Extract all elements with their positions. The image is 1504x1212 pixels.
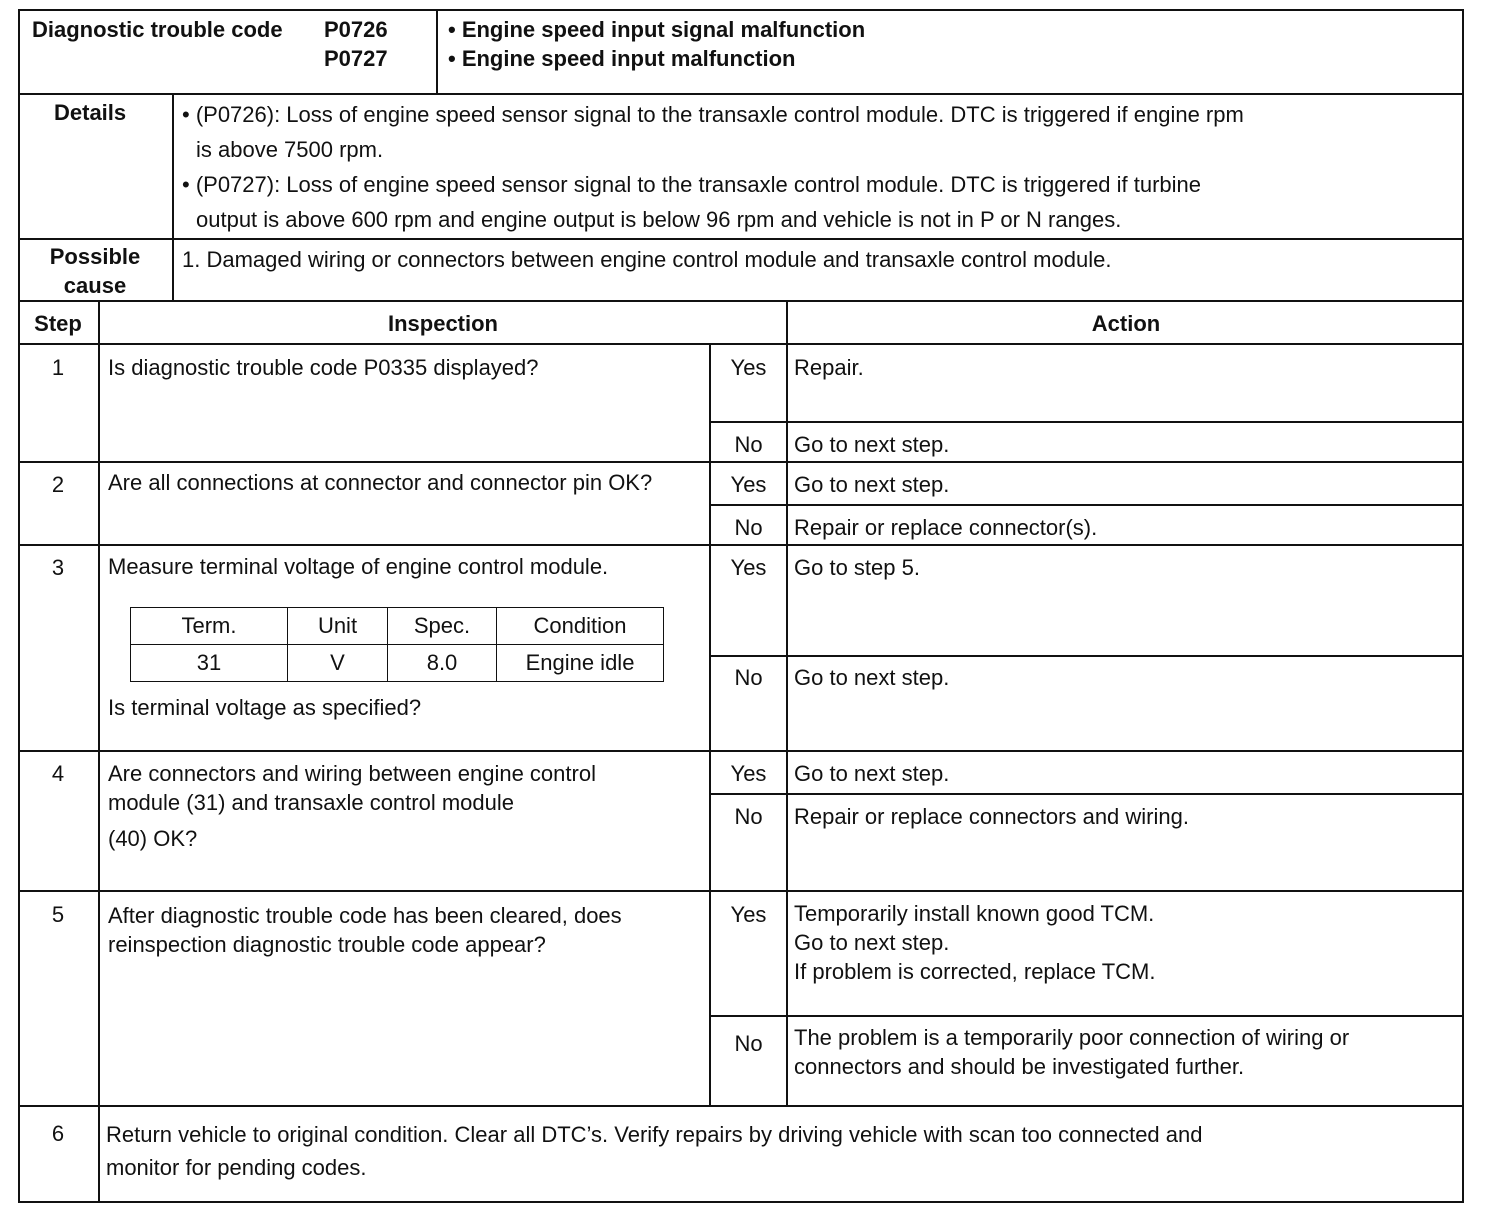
step-4-inspection-line-1: Are connectors and wiring between engine control	[108, 761, 596, 786]
step-2-no-action: Repair or replace connector(s).	[794, 515, 1098, 540]
step-5-no-action-line-1: The problem is a temporarily poor connection of wiring or	[794, 1025, 1350, 1050]
dtc-code-2: P0727	[324, 46, 388, 71]
divider	[709, 793, 1464, 795]
details-line-3: • (P0727): Loss of engine speed sensor signal to the transaxle control module. DTC is triggered if turbine	[182, 172, 1202, 197]
step-1-yes: Yes	[730, 355, 767, 380]
step-6-text-line-2: monitor for pending codes.	[106, 1155, 367, 1180]
column-header-action: Action	[1091, 311, 1161, 336]
details-line-2: is above 7500 rpm.	[196, 137, 384, 162]
divider	[18, 461, 1464, 463]
step-4-inspection-line-2: module (31) and transaxle control module	[108, 790, 515, 815]
dtc-description-1: • Engine speed input signal malfunction	[448, 17, 866, 42]
step-2-yes-action: Go to next step.	[794, 472, 950, 497]
spec-header-term: Term.	[131, 608, 288, 645]
divider	[709, 1015, 1464, 1017]
spec-cell-condition: Engine idle	[497, 645, 664, 682]
step-3-yes-action: Go to step 5.	[794, 555, 920, 580]
divider	[709, 421, 1464, 423]
step-number-5: 5	[51, 902, 65, 927]
step-number-3: 3	[51, 555, 65, 580]
dtc-label: Diagnostic trouble code	[32, 17, 283, 42]
step-5-yes: Yes	[730, 902, 767, 927]
details-line-1: • (P0726): Loss of engine speed sensor signal to the transaxle control module. DTC is triggered if engine rpm	[182, 102, 1244, 127]
step-number-4: 4	[51, 761, 65, 786]
column-header-step: Step	[34, 311, 82, 336]
step-1-no: No	[734, 432, 763, 457]
step-3-question: Is terminal voltage as specified?	[108, 695, 422, 720]
border-left	[18, 9, 20, 1203]
divider	[172, 95, 174, 301]
step-4-no: No	[734, 804, 763, 829]
step-1-yes-action: Repair.	[794, 355, 864, 380]
spec-header-condition: Condition	[497, 608, 664, 645]
divider	[709, 655, 1464, 657]
step-2-inspection: Are all connections at connector and connector pin OK?	[108, 470, 653, 495]
spec-cell-term: 31	[131, 645, 288, 682]
step-1-no-action: Go to next step.	[794, 432, 950, 457]
border-top	[18, 9, 1464, 11]
step-5-yes-action-line-1: Temporarily install known good TCM.	[794, 901, 1155, 926]
step-3-no: No	[734, 665, 763, 690]
step-5-yes-action-line-2: Go to next step.	[794, 930, 950, 955]
spec-header-unit: Unit	[288, 608, 388, 645]
step-5-inspection-line-2: reinspection diagnostic trouble code appear?	[108, 932, 546, 957]
step-6-text-line-1: Return vehicle to original condition. Clear all DTC’s. Verify repairs by driving vehicle with scan too connected and	[106, 1122, 1203, 1147]
divider	[18, 300, 1464, 302]
column-header-inspection: Inspection	[387, 311, 498, 336]
step-5-yes-action-line-3: If problem is corrected, replace TCM.	[794, 959, 1156, 984]
dtc-code-1: P0726	[324, 17, 388, 42]
dtc-description-2: • Engine speed input malfunction	[448, 46, 796, 71]
step-4-inspection-line-3: (40) OK?	[108, 826, 198, 851]
spec-header-spec: Spec.	[388, 608, 497, 645]
divider	[18, 93, 1464, 95]
divider	[709, 504, 1464, 506]
step-3-no-action: Go to next step.	[794, 665, 950, 690]
divider	[18, 544, 1464, 546]
spec-table	[130, 607, 664, 682]
border-bottom	[18, 1201, 1464, 1203]
spec-cell-spec: 8.0	[388, 645, 497, 682]
step-3-inspection: Measure terminal voltage of engine control module.	[108, 554, 609, 579]
divider	[98, 301, 100, 1203]
divider	[18, 343, 1464, 345]
possible-cause-label-1: Possible	[49, 244, 141, 269]
step-5-no-action-line-2: connectors and should be investigated further.	[794, 1054, 1245, 1079]
step-5-inspection-line-1: After diagnostic trouble code has been cleared, does	[108, 903, 622, 928]
divider	[18, 890, 1464, 892]
divider	[18, 750, 1464, 752]
step-2-yes: Yes	[730, 472, 767, 497]
step-1-inspection: Is diagnostic trouble code P0335 displayed?	[108, 355, 539, 380]
divider	[436, 9, 438, 95]
step-4-no-action: Repair or replace connectors and wiring.	[794, 804, 1189, 829]
possible-cause-text: 1. Damaged wiring or connectors between engine control module and transaxle control module.	[182, 247, 1112, 272]
border-right	[1462, 9, 1464, 1203]
step-2-no: No	[734, 515, 763, 540]
step-number-1: 1	[51, 355, 65, 380]
step-number-6: 6	[51, 1121, 65, 1146]
step-number-2: 2	[51, 472, 65, 497]
details-line-4: output is above 600 rpm and engine output is below 96 rpm and vehicle is not in P or N ranges.	[196, 207, 1122, 232]
spec-table-header-row	[131, 608, 664, 645]
details-label: Details	[54, 100, 127, 125]
step-5-no: No	[734, 1031, 763, 1056]
possible-cause-label-2: cause	[63, 273, 127, 298]
divider	[18, 1105, 1464, 1107]
spec-table-row	[131, 645, 664, 682]
step-4-yes-action: Go to next step.	[794, 761, 950, 786]
step-4-yes: Yes	[730, 761, 767, 786]
dtc-document	[18, 9, 1464, 1203]
divider	[18, 238, 1464, 240]
spec-cell-unit: V	[288, 645, 388, 682]
step-3-yes: Yes	[730, 555, 767, 580]
